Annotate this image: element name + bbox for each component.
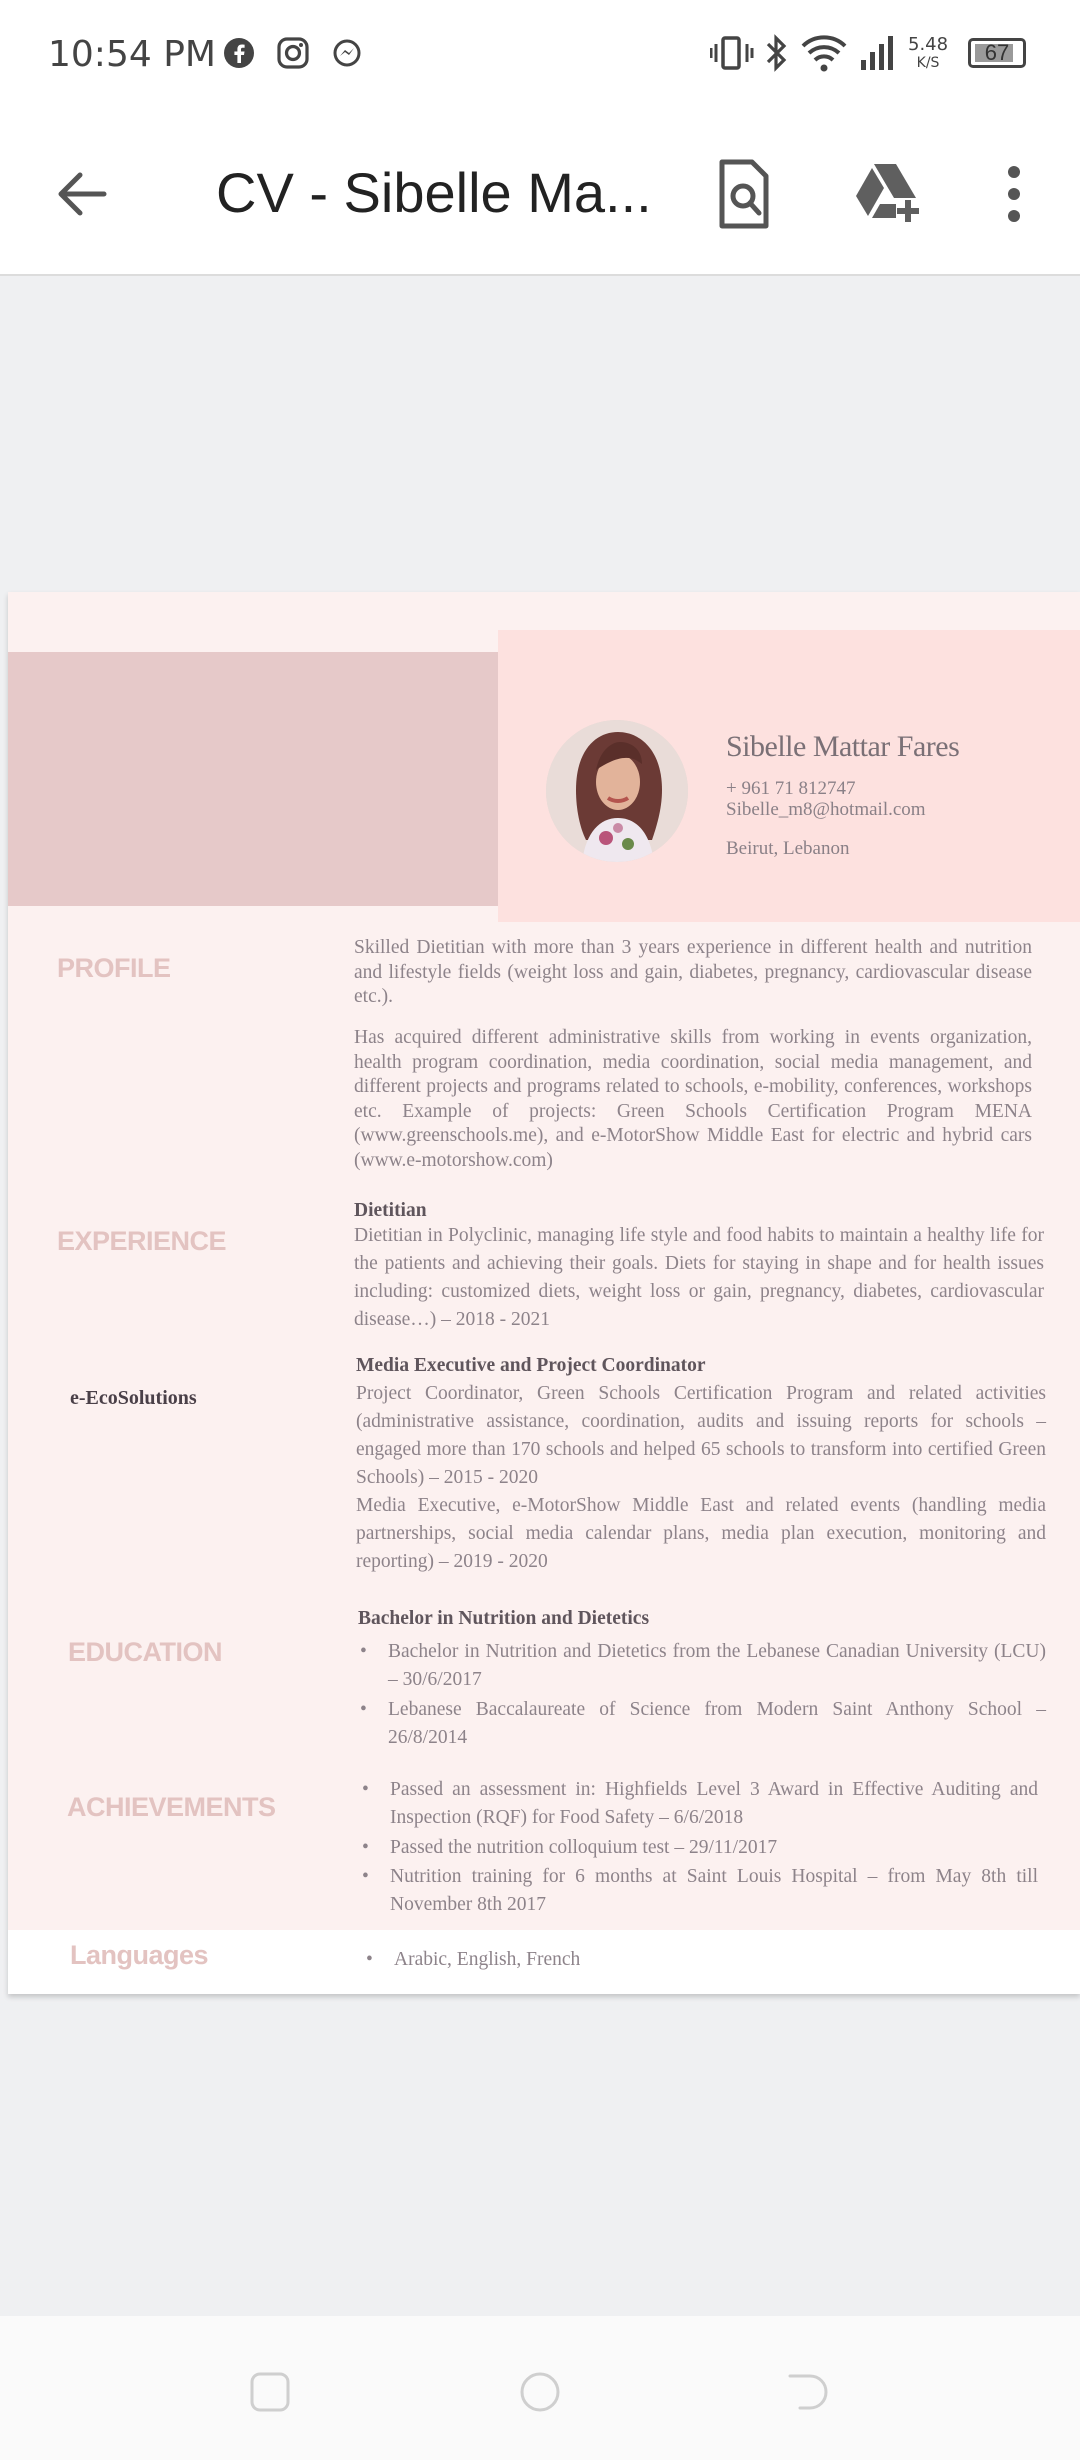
job1-description: Dietitian in Polyclinic, managing life style and food habits to maintain a healthy life for the patients and achieving their goals. Diets for staying in shape and for health issues including: customized diets, weight loss or gain, pregnancy, diabetes, cardiovascular disease…) – 2018 - 2021 — [354, 1225, 1044, 1330]
education-item-1: • Bachelor in Nutrition and Dietetics from the Lebanese Canadian University (LCU) – 30/6/2017 — [356, 1638, 1046, 1694]
company-name: e-EcoSolutions — [70, 1387, 197, 1409]
profile-paragraph-2: Has acquired different administrative skills from working in events organization, health program coordination, media coordination, social media management, and different projects and programs related to schools, e-mobility, conferences, workshops etc. Example of projects: Green Schools Certification Program MENA (www.greenschools.me), and e-MotorShow Middle East for electric and hybrid cars (www.e-motorshow.com) — [354, 1027, 1032, 1171]
signal-icon — [858, 30, 898, 76]
cv-phone: + 961 71 812747 — [726, 778, 856, 799]
messenger-icon — [330, 36, 364, 70]
recents-icon[interactable] — [250, 2372, 290, 2412]
navigation-bar — [0, 2316, 1080, 2460]
achievement-item-3: • Nutrition training for 6 months at Saint Louis Hospital – from May 8th till November 8th 2017 — [358, 1863, 1038, 1919]
network-speed-value: 5.48 — [908, 34, 949, 55]
back-icon[interactable] — [788, 2372, 828, 2412]
battery-indicator — [968, 38, 1026, 68]
section-heading-achievements: ACHIEVEMENTS — [67, 1792, 276, 1822]
job2-description-2: Media Executive, e-MotorShow Middle East and related events (handling media partnerships, social media calendar plans, media plan execution, monitoring and reporting) – 2019 - 2020 — [356, 1495, 1046, 1572]
job1-title: Dietitian — [354, 1200, 427, 1221]
profile-photo — [546, 720, 688, 862]
network-speed-unit: K/S — [916, 55, 940, 71]
education-item-2: • Lebanese Baccalaureate of Science from Modern Saint Anthony School – 26/8/2014 — [356, 1696, 1046, 1752]
home-icon[interactable] — [520, 2372, 560, 2412]
status-bar — [0, 0, 1080, 110]
cv-email: Sibelle_m8@hotmail.com — [726, 799, 926, 820]
wifi-icon — [800, 30, 848, 76]
battery-level: 67 — [984, 40, 1010, 65]
cv-location: Beirut, Lebanon — [726, 838, 850, 859]
network-speed — [908, 36, 948, 72]
bluetooth-icon — [762, 30, 792, 76]
section-heading-languages: Languages — [70, 1940, 209, 1970]
section-heading-education: EDUCATION — [68, 1637, 222, 1667]
app-bar — [0, 110, 1080, 276]
languages-item: • Arabic, English, French — [362, 1946, 794, 1974]
header-left-band — [8, 652, 498, 906]
section-heading-experience: EXPERIENCE — [57, 1226, 227, 1256]
back-arrow-icon[interactable] — [52, 164, 112, 224]
education-degree: Bachelor in Nutrition and Dietetics — [358, 1608, 650, 1629]
job2-description-1: Project Coordinator, Green Schools Certification Program and related activities (administrative assistance, coordination, audits and issuing reports for schools – engaged more than 170 schools and helped 65 schools to transform into certified Green Schools) – 2015 - 2020 — [356, 1383, 1046, 1488]
job2-title: Media Executive and Project Coordinator — [356, 1355, 706, 1376]
profile-paragraph-1: Skilled Dietitian with more than 3 years experience in different health and nutrition and lifestyle fields (weight loss and gain, diabetes, pregnancy, cardiovascular disease etc.). — [354, 937, 1032, 1007]
achievement-item-2: • Passed the nutrition colloquium test – 29/11/2017 — [358, 1834, 1038, 1862]
more-vert-icon[interactable] — [974, 154, 1054, 234]
cv-document-page[interactable] — [8, 592, 1080, 1994]
facebook-icon — [222, 36, 256, 70]
document-title: CV - Sibelle Ma... — [216, 161, 652, 224]
status-time: 10:54 PM — [48, 34, 216, 75]
cv-name: Sibelle Mattar Fares — [726, 730, 960, 763]
achievement-item-1: • Passed an assessment in: Highfields Level 3 Award in Effective Auditing and Inspection (RQF) for Food Safety – 6/6/2018 — [358, 1776, 1038, 1832]
instagram-icon — [276, 36, 310, 70]
drive-add-icon[interactable] — [846, 154, 926, 234]
vibrate-icon — [710, 30, 754, 76]
document-search-icon[interactable] — [704, 154, 784, 234]
section-heading-profile: PROFILE — [57, 953, 171, 983]
